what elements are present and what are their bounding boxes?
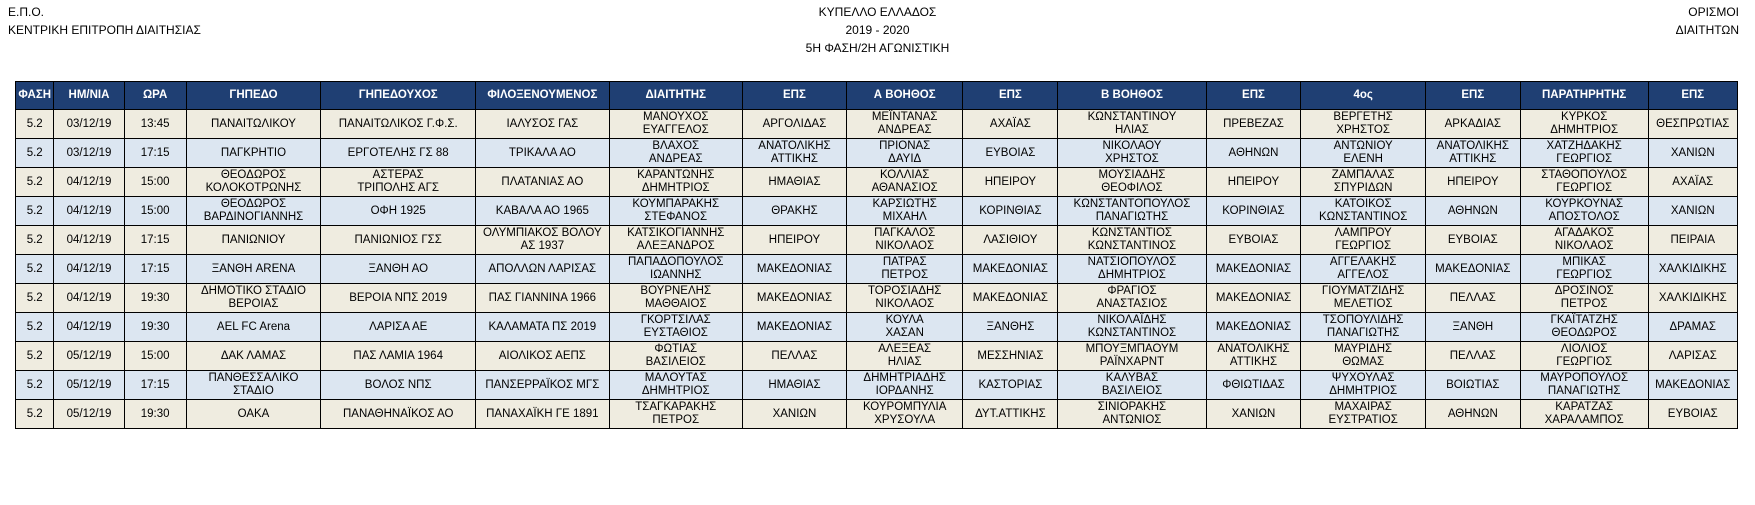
cell-referee: ΒΛΑΧΟΣ ΑΝΔΡΕΑΣ (609, 139, 742, 168)
cell-fourth-official-eps: ΗΠΕΙΡΟΥ (1425, 168, 1520, 197)
cell-time: 13:45 (124, 110, 186, 139)
cell-fourth-official-eps: ΕΥΒΟΙΑΣ (1425, 226, 1520, 255)
cell-fourth-official-eps: ΠΕΛΛΑΣ (1425, 284, 1520, 313)
cell-phase: 5.2 (16, 197, 54, 226)
cell-away-team: ΑΙΟΛΙΚΟΣ ΑΕΠΣ (476, 342, 609, 371)
cell-phase: 5.2 (16, 255, 54, 284)
cell-referee: ΜΑΝΟΥΧΟΣ ΕΥΑΓΓΕΛΟΣ (609, 110, 742, 139)
cell-time: 19:30 (124, 313, 186, 342)
cell-assistant-b: ΝΙΚΟΛΑΪΔΗΣ ΚΩΝΣΤΑΝΤΙΝΟΣ (1058, 313, 1206, 342)
table-row (16, 284, 1738, 313)
column-header-referee: ΔΙΑΙΤΗΤΗΣ (609, 82, 742, 110)
cell-referee-eps: ΜΑΚΕΔΟΝΙΑΣ (742, 284, 846, 313)
cell-assistant-a-eps: ΑΧΑΪΑΣ (963, 110, 1058, 139)
column-header-observer-eps: ΕΠΣ (1648, 82, 1737, 110)
cell-assistant-a-eps: ΔΥΤ.ΑΤΤΙΚΗΣ (963, 400, 1058, 429)
column-header-time: ΩΡΑ (124, 82, 186, 110)
cell-observer: ΛΙΟΛΙΟΣ ΓΕΩΡΓΙΟΣ (1520, 342, 1648, 371)
cell-assistant-b: ΚΩΝΣΤΑΝΤΟΠΟΥΛΟΣ ΠΑΝΑΓΙΩΤΗΣ (1058, 197, 1206, 226)
cell-observer-eps: ΧΑΛΚΙΔΙΚΗΣ (1648, 284, 1737, 313)
table-row (16, 168, 1738, 197)
cell-assistant-b-eps: ΕΥΒΟΙΑΣ (1206, 226, 1301, 255)
cell-time: 17:15 (124, 226, 186, 255)
cell-date: 05/12/19 (54, 400, 124, 429)
table-row (16, 400, 1738, 429)
cell-fourth-official: ΓΙΟΥΜΑΤΖΙΔΗΣ ΜΕΛΕΤΙΟΣ (1301, 284, 1425, 313)
column-header-assistant-a: Α ΒΟΗΘΟΣ (846, 82, 962, 110)
column-header-away-team: ΦΙΛΟΞΕΝΟΥΜΕΝΟΣ (476, 82, 609, 110)
cell-observer: ΑΓΑΔΑΚΟΣ ΝΙΚΟΛΑΟΣ (1520, 226, 1648, 255)
cell-home-team: ΠΑΝΙΩΝΙΟΣ ΓΣΣ (321, 226, 476, 255)
cell-observer-eps: ΜΑΚΕΔΟΝΙΑΣ (1648, 371, 1737, 400)
cell-observer-eps: ΧΑΝΙΩΝ (1648, 139, 1737, 168)
cell-observer: ΚΑΡΑΤΖΑΣ ΧΑΡΑΛΑΜΠΟΣ (1520, 400, 1648, 429)
cell-observer-eps: ΘΕΣΠΡΩΤΙΑΣ (1648, 110, 1737, 139)
cell-fourth-official-eps: ΞΑΝΘΗ (1425, 313, 1520, 342)
column-header-home-team: ΓΗΠΕΔΟΥΧΟΣ (321, 82, 476, 110)
cell-stadium: ΠΑΝΘΕΣΣΑΛΙΚΟ ΣΤΑΔΙΟ (186, 371, 321, 400)
cell-time: 19:30 (124, 400, 186, 429)
cell-assistant-a-eps: ΞΑΝΘΗΣ (963, 313, 1058, 342)
cell-phase: 5.2 (16, 139, 54, 168)
cell-fourth-official: ΤΣΟΠΟΥΛΙΔΗΣ ΠΑΝΑΓΙΩΤΗΣ (1301, 313, 1425, 342)
document-type-line2: ΔΙΑΙΤΗΤΩΝ (1675, 23, 1739, 37)
cell-referee-eps: ΑΝΑΤΟΛΙΚΗΣ ΑΤΤΙΚΗΣ (742, 139, 846, 168)
document-type-line1: ΟΡΙΣΜΟΙ (1688, 5, 1739, 19)
cell-phase: 5.2 (16, 313, 54, 342)
cell-referee: ΓΚΟΡΤΣΙΛΑΣ ΕΥΣΤΑΘΙΟΣ (609, 313, 742, 342)
column-header-assistant-a-eps: ΕΠΣ (963, 82, 1058, 110)
cell-away-team: ΚΑΒΑΛΑ ΑΟ 1965 (476, 197, 609, 226)
cell-observer-eps: ΕΥΒΟΙΑΣ (1648, 400, 1737, 429)
cell-fourth-official: ΜΑΥΡΙΔΗΣ ΘΩΜΑΣ (1301, 342, 1425, 371)
cell-assistant-a: ΔΗΜΗΤΡΙΑΔΗΣ ΙΟΡΔΑΝΗΣ (846, 371, 962, 400)
cell-time: 15:00 (124, 197, 186, 226)
cell-assistant-a: ΚΟΥΛΑ ΧΑΣΑΝ (846, 313, 962, 342)
cell-phase: 5.2 (16, 342, 54, 371)
cell-assistant-b-eps: ΜΑΚΕΔΟΝΙΑΣ (1206, 284, 1301, 313)
cell-stadium: ΔΗΜΟΤΙΚΟ ΣΤΑΔΙΟ ΒΕΡΟΙΑΣ (186, 284, 321, 313)
cell-referee-eps: ΜΑΚΕΔΟΝΙΑΣ (742, 255, 846, 284)
competition-title: ΚΥΠΕΛΛΟ ΕΛΛΑΔΟΣ (818, 5, 937, 19)
cell-fourth-official: ΒΕΡΓΕΤΗΣ ΧΡΗΣΤΟΣ (1301, 110, 1425, 139)
cell-fourth-official-eps: ΒΟΙΩΤΙΑΣ (1425, 371, 1520, 400)
cell-referee-eps: ΘΡΑΚΗΣ (742, 197, 846, 226)
cell-phase: 5.2 (16, 400, 54, 429)
cell-assistant-b-eps: ΦΘΙΩΤΙΔΑΣ (1206, 371, 1301, 400)
cell-stadium: AEL FC Arena (186, 313, 321, 342)
cell-away-team: ΑΠΟΛΛΩΝ ΛΑΡΙΣΑΣ (476, 255, 609, 284)
cell-referee: ΠΑΠΑΔΟΠΟΥΛΟΣ ΙΩΑΝΝΗΣ (609, 255, 742, 284)
table-row (16, 313, 1738, 342)
cell-assistant-a: ΠΑΓΚΑΛΟΣ ΝΙΚΟΛΑΟΣ (846, 226, 962, 255)
column-header-assistant-b-eps: ΕΠΣ (1206, 82, 1301, 110)
cell-stadium: ΞΑΝΘΗ ARENA (186, 255, 321, 284)
cell-away-team: ΠΛΑΤΑΝΙΑΣ ΑΟ (476, 168, 609, 197)
cell-fourth-official: ΛΑΜΠΡΟΥ ΓΕΩΡΓΙΟΣ (1301, 226, 1425, 255)
cell-home-team: ΒΕΡΟΙΑ ΝΠΣ 2019 (321, 284, 476, 313)
cell-time: 15:00 (124, 168, 186, 197)
cell-observer: ΧΑΤΖΗΔΑΚΗΣ ΓΕΩΡΓΙΟΣ (1520, 139, 1648, 168)
cell-assistant-a: ΠΡΙΟΝΑΣ ΔΑΥΙΔ (846, 139, 962, 168)
cell-home-team: ΕΡΓΟΤΕΛΗΣ ΓΣ 88 (321, 139, 476, 168)
document-type-block (1676, 3, 1739, 39)
cell-observer: ΣΤΑΘΟΠΟΥΛΟΣ ΓΕΩΡΓΙΟΣ (1520, 168, 1648, 197)
cell-home-team: ΛΑΡΙΣΑ ΑΕ (321, 313, 476, 342)
cell-assistant-b-eps: ΧΑΝΙΩΝ (1206, 400, 1301, 429)
cell-assistant-b: ΝΑΤΣΙΟΠΟΥΛΟΣ ΔΗΜΗΤΡΙΟΣ (1058, 255, 1206, 284)
cell-assistant-b-eps: ΑΝΑΤΟΛΙΚΗΣ ΑΤΤΙΚΗΣ (1206, 342, 1301, 371)
cell-fourth-official: ΖΑΜΠΑΛΑΣ ΣΠΥΡΙΔΩΝ (1301, 168, 1425, 197)
cell-assistant-a: ΠΑΤΡΑΣ ΠΕΤΡΟΣ (846, 255, 962, 284)
cell-date: 04/12/19 (54, 168, 124, 197)
column-header-assistant-b: Β ΒΟΗΘΟΣ (1058, 82, 1206, 110)
cell-home-team: ΠΑΣ ΛΑΜΙΑ 1964 (321, 342, 476, 371)
cell-referee-eps: ΠΕΛΛΑΣ (742, 342, 846, 371)
cell-observer: ΜΑΥΡΟΠΟΥΛΟΣ ΠΑΝΑΓΙΩΤΗΣ (1520, 371, 1648, 400)
table-row (16, 110, 1738, 139)
cell-date: 04/12/19 (54, 313, 124, 342)
cell-fourth-official-eps: ΑΘΗΝΩΝ (1425, 197, 1520, 226)
cell-stadium: ΔΑΚ ΛΑΜΑΣ (186, 342, 321, 371)
cell-stadium: ΘΕΟΔΩΡΟΣ ΚΟΛΟΚΟΤΡΩΝΗΣ (186, 168, 321, 197)
cell-home-team: ΟΦΗ 1925 (321, 197, 476, 226)
cell-fourth-official-eps: ΑΡΚΑΔΙΑΣ (1425, 110, 1520, 139)
document-title-block (0, 3, 1755, 57)
season-label: 2019 - 2020 (845, 23, 910, 37)
cell-assistant-b: ΚΑΛΥΒΑΣ ΒΑΣΙΛΕΙΟΣ (1058, 371, 1206, 400)
cell-phase: 5.2 (16, 168, 54, 197)
cell-assistant-b: ΜΠΟΥΞΜΠΑΟΥΜ ΡΑΪΝΧΑΡΝΤ (1058, 342, 1206, 371)
cell-time: 17:15 (124, 255, 186, 284)
table-header-row (16, 82, 1738, 110)
cell-fourth-official: ΑΝΤΩΝΙΟΥ ΕΛΕΝΗ (1301, 139, 1425, 168)
cell-date: 04/12/19 (54, 284, 124, 313)
cell-fourth-official: ΑΓΓΕΛΑΚΗΣ ΑΓΓΕΛΟΣ (1301, 255, 1425, 284)
cell-observer-eps: ΧΑΛΚΙΔΙΚΗΣ (1648, 255, 1737, 284)
cell-stadium: ΠΑΝΑΙΤΩΛΙΚΟΥ (186, 110, 321, 139)
cell-observer-eps: ΑΧΑΪΑΣ (1648, 168, 1737, 197)
cell-time: 19:30 (124, 284, 186, 313)
column-header-referee-eps: ΕΠΣ (742, 82, 846, 110)
cell-fourth-official: ΜΑΧΑΙΡΑΣ ΕΥΣΤΡΑΤΙΟΣ (1301, 400, 1425, 429)
cell-away-team: ΠΑΝΑΧΑΪΚΗ ΓΕ 1891 (476, 400, 609, 429)
cell-assistant-b-eps: ΠΡΕΒΕΖΑΣ (1206, 110, 1301, 139)
cell-stadium: ΠΑΝΙΩΝΙΟΥ (186, 226, 321, 255)
cell-observer: ΔΡΟΣΙΝΟΣ ΠΕΤΡΟΣ (1520, 284, 1648, 313)
cell-observer: ΜΠΙΚΑΣ ΓΕΩΡΓΙΟΣ (1520, 255, 1648, 284)
table-row (16, 371, 1738, 400)
cell-date: 05/12/19 (54, 342, 124, 371)
cell-time: 17:15 (124, 139, 186, 168)
cell-home-team: ΠΑΝΑΘΗΝΑΪΚΟΣ ΑΟ (321, 400, 476, 429)
cell-assistant-b: ΝΙΚΟΛΑΟΥ ΧΡΗΣΤΟΣ (1058, 139, 1206, 168)
cell-assistant-b-eps: ΚΟΡΙΝΘΙΑΣ (1206, 197, 1301, 226)
cell-fourth-official-eps: ΑΝΑΤΟΛΙΚΗΣ ΑΤΤΙΚΗΣ (1425, 139, 1520, 168)
cell-referee-eps: ΧΑΝΙΩΝ (742, 400, 846, 429)
cell-referee: ΦΩΤΙΑΣ ΒΑΣΙΛΕΙΟΣ (609, 342, 742, 371)
cell-assistant-a: ΑΛΕΞΕΑΣ ΗΛΙΑΣ (846, 342, 962, 371)
cell-date: 05/12/19 (54, 371, 124, 400)
cell-stadium: ΟΑΚΑ (186, 400, 321, 429)
cell-assistant-b: ΚΩΝΣΤΑΝΤΙΟΣ ΚΩΝΣΤΑΝΤΙΝΟΣ (1058, 226, 1206, 255)
referee-assignments-table (15, 81, 1738, 429)
cell-fourth-official-eps: ΠΕΛΛΑΣ (1425, 342, 1520, 371)
cell-assistant-a: ΚΟΛΛΙΑΣ ΑΘΑΝΑΣΙΟΣ (846, 168, 962, 197)
cell-assistant-a: ΤΟΡΟΣΙΑΔΗΣ ΝΙΚΟΛΑΟΣ (846, 284, 962, 313)
cell-observer-eps: ΛΑΡΙΣΑΣ (1648, 342, 1737, 371)
cell-away-team: ΟΛΥΜΠΙΑΚΟΣ ΒΟΛΟΥ ΑΣ 1937 (476, 226, 609, 255)
cell-referee: ΚΑΡΑΝΤΩΝΗΣ ΔΗΜΗΤΡΙΟΣ (609, 168, 742, 197)
committee-name: ΚΕΝΤΡΙΚΗ ΕΠΙΤΡΟΠΗ ΔΙΑΙΤΗΣΙΑΣ (8, 23, 201, 37)
cell-phase: 5.2 (16, 226, 54, 255)
cell-assistant-b-eps: ΗΠΕΙΡΟΥ (1206, 168, 1301, 197)
cell-assistant-b-eps: ΜΑΚΕΔΟΝΙΑΣ (1206, 255, 1301, 284)
cell-date: 03/12/19 (54, 139, 124, 168)
column-header-phase: ΦΑΣΗ (16, 82, 54, 110)
table-row (16, 255, 1738, 284)
cell-observer: ΚΟΥΡΚΟΥΝΑΣ ΑΠΟΣΤΟΛΟΣ (1520, 197, 1648, 226)
cell-assistant-b: ΣΙΝΙΟΡΑΚΗΣ ΑΝΤΩΝΙΟΣ (1058, 400, 1206, 429)
cell-assistant-a-eps: ΜΑΚΕΔΟΝΙΑΣ (963, 255, 1058, 284)
table-row (16, 342, 1738, 371)
column-header-stadium: ΓΗΠΕΔΟ (186, 82, 321, 110)
cell-assistant-b-eps: ΜΑΚΕΔΟΝΙΑΣ (1206, 313, 1301, 342)
cell-phase: 5.2 (16, 284, 54, 313)
cell-observer-eps: ΧΑΝΙΩΝ (1648, 197, 1737, 226)
cell-date: 04/12/19 (54, 255, 124, 284)
cell-assistant-b: ΜΟΥΣΙΑΔΗΣ ΘΕΟΦΙΛΟΣ (1058, 168, 1206, 197)
cell-fourth-official: ΚΑΤΟΙΚΟΣ ΚΩΝΣΤΑΝΤΙΝΟΣ (1301, 197, 1425, 226)
cell-time: 17:15 (124, 371, 186, 400)
cell-assistant-a-eps: ΛΑΣΙΘΙΟΥ (963, 226, 1058, 255)
cell-assistant-a-eps: ΚΑΣΤΟΡΙΑΣ (963, 371, 1058, 400)
cell-referee: ΜΑΛΟΥΤΑΣ ΔΗΜΗΤΡΙΟΣ (609, 371, 742, 400)
cell-fourth-official-eps: ΜΑΚΕΔΟΝΙΑΣ (1425, 255, 1520, 284)
cell-home-team: ΠΑΝΑΙΤΩΛΙΚΟΣ Γ.Φ.Σ. (321, 110, 476, 139)
column-header-date: ΗΜ/ΝΙΑ (54, 82, 124, 110)
cell-assistant-a-eps: ΜΕΣΣΗΝΙΑΣ (963, 342, 1058, 371)
cell-home-team: ΒΟΛΟΣ ΝΠΣ (321, 371, 476, 400)
cell-referee-eps: ΗΜΑΘΙΑΣ (742, 371, 846, 400)
cell-referee-eps: ΜΑΚΕΔΟΝΙΑΣ (742, 313, 846, 342)
table-row (16, 139, 1738, 168)
cell-observer: ΚΥΡΚΟΣ ΔΗΜΗΤΡΙΟΣ (1520, 110, 1648, 139)
round-label: 5Η ΦΑΣΗ/2Η ΑΓΩΝΙΣΤΙΚΗ (805, 41, 950, 55)
cell-assistant-a: ΜΕΪΝΤΑΝΑΣ ΑΝΔΡΕΑΣ (846, 110, 962, 139)
cell-fourth-official-eps: ΑΘΗΝΩΝ (1425, 400, 1520, 429)
cell-phase: 5.2 (16, 371, 54, 400)
table-row (16, 197, 1738, 226)
cell-time: 15:00 (124, 342, 186, 371)
cell-date: 04/12/19 (54, 197, 124, 226)
cell-referee-eps: ΗΠΕΙΡΟΥ (742, 226, 846, 255)
cell-assistant-a-eps: ΜΑΚΕΔΟΝΙΑΣ (963, 284, 1058, 313)
cell-away-team: ΠΑΝΣΕΡΡΑΪΚΟΣ ΜΓΣ (476, 371, 609, 400)
organization-name: Ε.Π.Ο. (8, 5, 45, 19)
cell-phase: 5.2 (16, 110, 54, 139)
cell-away-team: ΙΑΛΥΣΟΣ ΓΑΣ (476, 110, 609, 139)
cell-referee-eps: ΗΜΑΘΙΑΣ (742, 168, 846, 197)
cell-stadium: ΘΕΟΔΩΡΟΣ ΒΑΡΔΙΝΟΓΙΑΝΝΗΣ (186, 197, 321, 226)
cell-assistant-a: ΚΑΡΣΙΩΤΗΣ ΜΙΧΑΗΛ (846, 197, 962, 226)
cell-assistant-a: ΚΟΥΡΟΜΠΥΛΙΑ ΧΡΥΣΟΥΛΑ (846, 400, 962, 429)
column-header-observer: ΠΑΡΑΤΗΡΗΤΗΣ (1520, 82, 1648, 110)
cell-referee: ΚΟΥΜΠΑΡΑΚΗΣ ΣΤΕΦΑΝΟΣ (609, 197, 742, 226)
column-header-fourth-official: 4ος (1301, 82, 1425, 110)
column-header-fourth-official-eps: ΕΠΣ (1425, 82, 1520, 110)
cell-assistant-b-eps: ΑΘΗΝΩΝ (1206, 139, 1301, 168)
cell-referee: ΒΟΥΡΝΕΛΗΣ ΜΑΘΘΑΙΟΣ (609, 284, 742, 313)
cell-away-team: ΤΡΙΚΑΛΑ ΑΟ (476, 139, 609, 168)
cell-assistant-b: ΦΡΑΓΙΟΣ ΑΝΑΣΤΑΣΙΟΣ (1058, 284, 1206, 313)
cell-date: 03/12/19 (54, 110, 124, 139)
cell-observer-eps: ΔΡΑΜΑΣ (1648, 313, 1737, 342)
cell-observer-eps: ΠΕΙΡΑΙΑ (1648, 226, 1737, 255)
cell-date: 04/12/19 (54, 226, 124, 255)
cell-away-team: ΚΑΛΑΜΑΤΑ ΠΣ 2019 (476, 313, 609, 342)
cell-fourth-official: ΨΥΧΟΥΛΑΣ ΔΗΜΗΤΡΙΟΣ (1301, 371, 1425, 400)
table-body (16, 110, 1738, 429)
cell-referee-eps: ΑΡΓΟΛΙΔΑΣ (742, 110, 846, 139)
cell-assistant-a-eps: ΚΟΡΙΝΘΙΑΣ (963, 197, 1058, 226)
cell-home-team: ΞΑΝΘΗ ΑΟ (321, 255, 476, 284)
cell-home-team: ΑΣΤΕΡΑΣ ΤΡΙΠΟΛΗΣ ΑΓΣ (321, 168, 476, 197)
cell-referee: ΤΣΑΓΚΑΡΑΚΗΣ ΠΕΤΡΟΣ (609, 400, 742, 429)
cell-referee: ΚΑΤΣΙΚΟΓΙΑΝΝΗΣ ΑΛΕΞΑΝΔΡΟΣ (609, 226, 742, 255)
cell-away-team: ΠΑΣ ΓΙΑΝΝΙΝΑ 1966 (476, 284, 609, 313)
cell-observer: ΓΚΑΪΤΑΤΖΗΣ ΘΕΟΔΩΡΟΣ (1520, 313, 1648, 342)
cell-assistant-b: ΚΩΝΣΤΑΝΤΙΝΟΥ ΗΛΙΑΣ (1058, 110, 1206, 139)
cell-assistant-a-eps: ΕΥΒΟΙΑΣ (963, 139, 1058, 168)
cell-stadium: ΠΑΓΚΡΗΤΙΟ (186, 139, 321, 168)
table-row (16, 226, 1738, 255)
cell-assistant-a-eps: ΗΠΕΙΡΟΥ (963, 168, 1058, 197)
